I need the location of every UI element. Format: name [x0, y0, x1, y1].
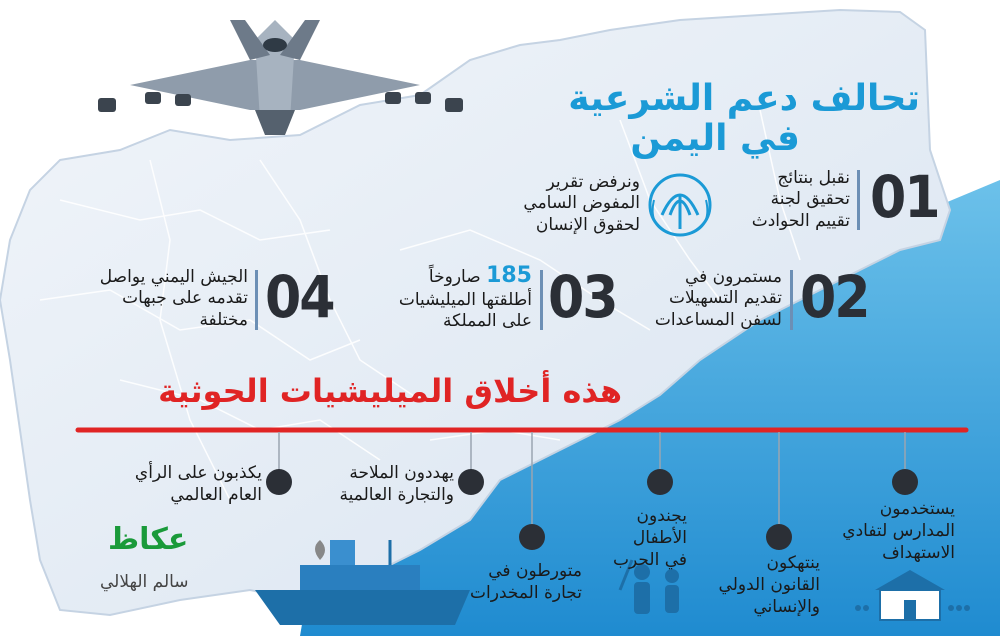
- timeline-item-children: [613, 505, 687, 571]
- fact-01-line: تحقيق لجنة: [770, 189, 850, 210]
- timeline-line-text: العام العالمي: [170, 485, 262, 506]
- fact-03-line: أطلقتها الميليشيات: [398, 289, 532, 310]
- fact-02-text: [655, 267, 782, 331]
- timeline-line-text: الاستهداف: [882, 543, 955, 564]
- timeline-line-text: ينتهكون: [766, 553, 820, 573]
- fact-divider: [790, 270, 793, 330]
- headline: هذه أخلاق الميليشيات الحوثية: [158, 372, 622, 410]
- timeline-line-text: تجارة المخدرات: [470, 583, 582, 604]
- timeline-line-text: الأطفال: [632, 528, 687, 549]
- fact-01-text: [752, 168, 850, 232]
- fact-04-line: مختلفة: [199, 309, 248, 330]
- timeline-line-text: يكذبون على الرأي: [134, 463, 262, 483]
- timeline-line-text: يستخدمون: [879, 499, 955, 519]
- title-line-1: تحالف دعم الشرعية: [568, 78, 920, 119]
- un-statement-line: ونرفض تقرير: [546, 172, 640, 192]
- timeline-line-text: والإنساني: [753, 597, 820, 618]
- timeline-item-lies: [135, 462, 262, 506]
- fact-number-02: 02: [800, 263, 869, 331]
- fact-number-04: 04: [265, 263, 334, 331]
- okaz-logo: عكاظ: [108, 522, 189, 557]
- fact-02-line: لسفن المساعدات: [654, 309, 782, 330]
- timeline-item-drugs: [470, 560, 582, 604]
- fact-number-03: 03: [548, 263, 617, 331]
- timeline-line-text: يجندون: [636, 506, 687, 526]
- title-line-2: في اليمن: [630, 118, 800, 159]
- fact-03-line: صاروخاً: [428, 267, 481, 287]
- un-statement-line: المفوض السامي: [523, 193, 640, 214]
- timeline-item-law: [719, 552, 820, 618]
- fact-divider: [255, 270, 258, 330]
- fact-04-line: تقدمه على جبهات: [122, 288, 248, 309]
- fact-02-line: تقديم التسهيلات: [668, 288, 782, 309]
- timeline-line-text: المدارس لتفادي: [842, 521, 955, 542]
- timeline-line-text: يهددون الملاحة: [349, 463, 454, 483]
- timeline-item-schools: [842, 498, 955, 564]
- fact-01-line: نقبل بنتائج: [777, 168, 850, 188]
- timeline-line-text: والتجارة العالمية: [339, 485, 454, 506]
- fact-divider: [540, 270, 543, 330]
- fact-01-line: تقييم الحوادث: [751, 210, 850, 231]
- timeline-line-text: متورطون في: [488, 561, 582, 581]
- timeline-item-navigation: [340, 462, 454, 506]
- fact-04-text: [100, 267, 248, 331]
- fact-03-line: على المملكة: [442, 310, 532, 331]
- author-name: سالم الهلالي: [100, 572, 189, 592]
- missile-count: 185: [486, 263, 532, 288]
- fact-divider: [857, 170, 860, 230]
- un-statement: [523, 172, 640, 236]
- timeline-line-text: القانون الدولي: [718, 575, 820, 596]
- fact-03-text: [399, 262, 532, 332]
- fact-02-line: مستمرون في: [684, 267, 782, 287]
- timeline-line-text: في الحرب: [613, 550, 687, 571]
- fact-number-01: 01: [870, 163, 939, 231]
- fact-04-line: الجيش اليمني يواصل: [99, 267, 248, 287]
- un-statement-line: لحقوق الإنسان: [535, 214, 640, 235]
